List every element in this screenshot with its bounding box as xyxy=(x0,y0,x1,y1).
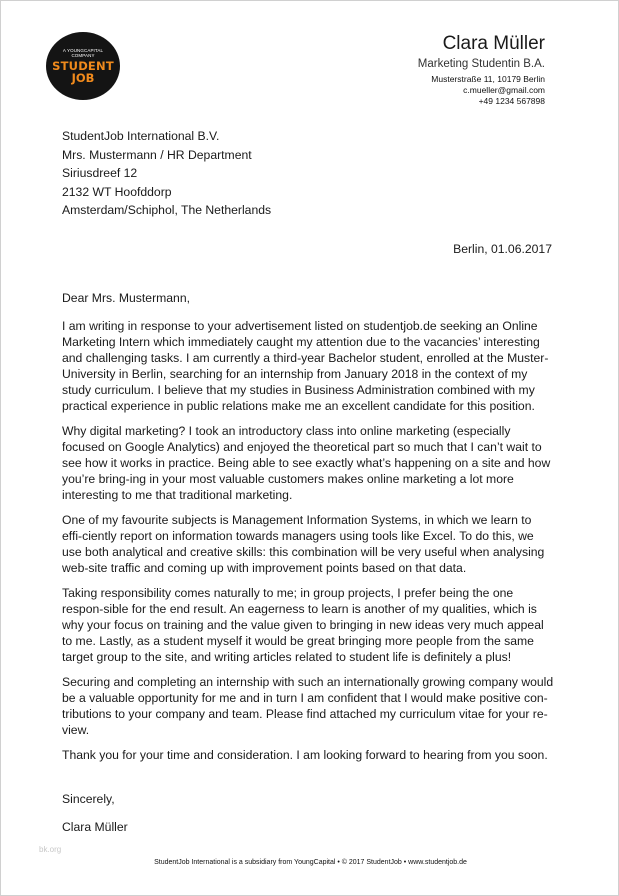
logo-word-job: JOB xyxy=(71,71,95,85)
paragraph: Why digital marketing? I took an introductory class into online marketing (especially focused on Google Analytics) and enjoyed the theoretical part so much that I can’t wait to see how it works in practice. Being able to see exactly what’s happening on a site and how you’re bring-ing in your most valuable customers makes online marketing a lot more interesting to me that traditional marketing. xyxy=(62,424,551,502)
sender-email: c.mueller@gmail.com xyxy=(463,85,545,95)
paragraph: One of my favourite subjects is Management Information Systems, in which we learn to effi-ciently report on information towards managers using tools like Excel. To do this, we use both analytical and creative skills: this combination will be very useful when analysing web-site traffic and coming up with improvement points based on that data. xyxy=(62,513,545,575)
paragraph: Thank you for your time and consideration. I am looking forward to hearing from you soon. xyxy=(62,748,548,762)
sender-block xyxy=(418,33,545,107)
sender-title: Marketing Studentin B.A. xyxy=(417,58,545,70)
recipient-company: StudentJob International B.V. xyxy=(62,129,220,143)
recipient-street: Siriusdreef 12 xyxy=(62,166,138,180)
paragraph: Taking responsibility comes naturally to me; in group projects, I prefer being the one respon-sible for the end result. An eagerness to learn is another of my qualities, which is why your focus on training and the value given to bringing in new ideas very much appeal to me. Lastly, as a student myself it would be great bringing more people from the same target group to the site, and writing articles related to student life is definitely a plus! xyxy=(62,586,544,664)
recipient-city: Amsterdam/Schiphol, The Netherlands xyxy=(62,203,272,217)
logo-tagline: A YOUNGCAPITAL COMPANY xyxy=(62,48,104,58)
recipient-contact: Mrs. Mustermann / HR Department xyxy=(62,147,252,162)
sender-address: Musterstraße 11, 10179 Berlin xyxy=(431,74,545,84)
sender-phone: +49 1234 567898 xyxy=(478,96,545,106)
watermark-stamp: bk.org xyxy=(39,845,62,854)
paragraph: Securing and completing an internship with such an internationally growing company would be a valuable opportunity for me and in turn I am confident that I would make positive con-tributions to your company and team. Please find attached my curriculum vitae for your re-view. xyxy=(62,675,554,737)
logo-word-student: STUDENT xyxy=(52,59,114,73)
sender-name: Clara Müller xyxy=(442,33,545,54)
letter-date: Berlin, 01.06.2017 xyxy=(453,242,552,256)
letter-body xyxy=(62,290,554,835)
salutation: Dear Mrs. Mustermann, xyxy=(62,291,190,305)
closing: Sincerely, xyxy=(62,792,115,806)
recipient-postcode: 2132 WT Hoofddorp xyxy=(62,184,172,199)
paragraph: I am writing in response to your advertisement listed on studentjob.de seeking an Online Marketing Intern which immediately caught my attention due to the vacancies’ interesting and challenging tasks. I am currently a third-year Bachelor student, enrolled at the Muster-University in Berlin, searching for an internship from January 2018 in the context of my study curriculum. I believe that my studies in Business Administration combined with my practical experience in public relations make me an excellent candidate for this position. xyxy=(62,319,549,413)
recipient-address xyxy=(62,127,271,220)
signature-name: Clara Müller xyxy=(62,820,128,834)
footer-note: StudentJob International is a subsidiary from YoungCapital • © 2017 StudentJob • www.studentjob.de xyxy=(154,859,467,866)
studentjob-logo xyxy=(46,32,120,100)
